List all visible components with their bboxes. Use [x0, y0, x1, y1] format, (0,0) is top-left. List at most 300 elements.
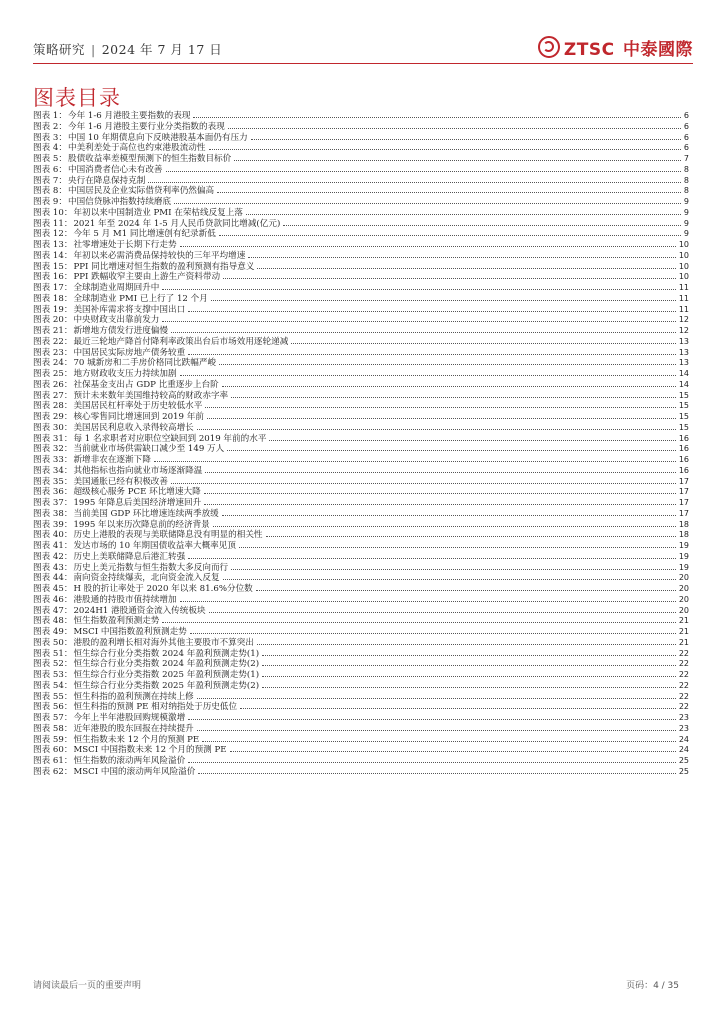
- toc-entry[interactable]: [33, 164, 689, 175]
- toc-entry-text: 近年港股的股东回报在持续提升: [73, 723, 194, 734]
- toc-entry-text: 核心零售同比增速回到 2019 年前: [73, 412, 204, 422]
- toc-entry-page: 18: [678, 530, 689, 540]
- toc-entry-leader: [262, 648, 676, 656]
- toc-entry-page: 19: [678, 551, 689, 561]
- toc-entry-page: 14: [678, 379, 689, 389]
- toc-entry-label: 图表 17：: [33, 283, 73, 293]
- toc-entry[interactable]: [33, 734, 689, 745]
- toc-entry-leader: [262, 680, 676, 688]
- toc-entry[interactable]: [33, 497, 689, 508]
- toc-entry-leader: [166, 164, 681, 172]
- toc-entry-label: 图表 14：: [33, 250, 73, 261]
- toc-entry-label: 图表 11：: [33, 218, 73, 229]
- toc-list: [33, 110, 689, 777]
- toc-entry-page: 22: [678, 659, 689, 669]
- toc-entry-leader: [174, 196, 681, 204]
- toc-entry-leader: [154, 454, 676, 462]
- toc-entry[interactable]: [33, 755, 689, 766]
- toc-entry-label: 图表 58：: [33, 723, 73, 734]
- toc-entry[interactable]: [33, 433, 689, 444]
- toc-entry[interactable]: [33, 153, 689, 164]
- toc-entry-label: 图表 34：: [33, 465, 73, 476]
- toc-entry-page: 6: [683, 143, 689, 153]
- toc-entry[interactable]: [33, 476, 689, 487]
- toc-entry[interactable]: [33, 572, 689, 583]
- toc-entry[interactable]: [33, 175, 689, 186]
- toc-entry[interactable]: [33, 207, 689, 218]
- header-section: 策略研究: [33, 42, 86, 57]
- toc-entry-label: 图表 5：: [33, 154, 67, 164]
- toc-entry-page: 14: [678, 369, 689, 378]
- toc-entry-text: 港股通的持股市值持续增加: [73, 594, 177, 605]
- toc-entry-leader: [205, 465, 675, 473]
- toc-entry-leader: [188, 551, 676, 559]
- toc-entry-text: H 股的折让率处于 2020 年以来 81.6%分位数: [73, 584, 253, 594]
- toc-entry-page: 20: [678, 605, 689, 615]
- toc-entry-text: 新增地方债发行进度偏慢: [73, 326, 168, 336]
- toc-entry-page: 24: [678, 734, 689, 744]
- toc-entry-label: 图表 29：: [33, 412, 73, 422]
- toc-entry-text: 港股的盈利增长相对海外其他主要股市不算突出: [73, 637, 254, 648]
- toc-entry-text: 超级核心服务 PCE 环比增速大降: [73, 487, 201, 498]
- toc-title: 图表目录: [33, 86, 121, 110]
- toc-entry[interactable]: [33, 508, 689, 519]
- toc-entry-text: MSCI 中国指数未来 12 个月的预测 PE: [73, 745, 227, 756]
- toc-entry-leader: [204, 497, 676, 505]
- toc-entry-leader: [240, 701, 676, 709]
- toc-entry-page: 6: [683, 121, 689, 131]
- toc-entry-page: 10: [678, 250, 689, 260]
- toc-entry-label: 图表 60：: [33, 745, 73, 756]
- toc-entry[interactable]: [33, 562, 689, 573]
- header-divider: [33, 63, 693, 64]
- toc-entry-text: PPI 同比增速对恒生指数的盈利预测有指导意义: [73, 261, 255, 272]
- toc-entry[interactable]: [33, 594, 689, 605]
- toc-entry-leader: [162, 615, 675, 623]
- toc-entry-text: 预计未来数年美国维持较高的财政赤字率: [73, 390, 229, 401]
- toc-entry-text: 历史上港股的表现与美联储降息没有明显的相关性: [73, 530, 263, 541]
- toc-entry-text: 最近三轮地产降首付降利率政策出台后市场效用逐轮递减: [73, 336, 289, 347]
- toc-entry-page: 19: [678, 541, 689, 550]
- toc-entry-leader: [198, 766, 675, 774]
- toc-entry-page: 22: [678, 670, 689, 679]
- toc-entry-page: 13: [678, 358, 689, 368]
- toc-entry-page: 22: [678, 680, 689, 690]
- toc-entry-text: 恒生指数未来 12 个月的预测 PE: [73, 734, 200, 745]
- toc-entry-leader: [248, 250, 675, 258]
- toc-entry[interactable]: [33, 712, 689, 723]
- toc-entry-label: 图表 44：: [33, 573, 73, 584]
- toc-entry-leader: [219, 228, 681, 236]
- toc-entry-label: 图表 51：: [33, 648, 73, 659]
- toc-entry[interactable]: [33, 411, 689, 422]
- toc-entry-text: 今年 5 月 M1 同比增速创有纪录新低: [73, 229, 216, 240]
- toc-entry-leader: [262, 669, 676, 677]
- toc-entry-label: 图表 61：: [33, 756, 73, 766]
- toc-entry[interactable]: [33, 239, 689, 250]
- toc-entry[interactable]: [33, 132, 689, 143]
- toc-entry-label: 图表 26：: [33, 379, 73, 390]
- toc-entry-page: 16: [678, 433, 689, 443]
- toc-entry-leader: [257, 261, 675, 269]
- toc-entry[interactable]: [33, 605, 689, 616]
- toc-entry-page: 16: [678, 465, 689, 475]
- toc-entry-page: 21: [678, 616, 689, 626]
- toc-entry[interactable]: [33, 637, 689, 648]
- toc-entry-leader: [209, 605, 676, 613]
- toc-entry-label: 图表 22：: [33, 336, 73, 347]
- toc-entry-page: 19: [678, 562, 689, 572]
- logo-text: [564, 35, 693, 60]
- toc-entry-text: 年初以来必需消费品保持较快的三年平均增速: [73, 250, 246, 261]
- toc-entry[interactable]: [33, 142, 689, 153]
- toc-entry-text: 70 城新房和二手房价格同比跌幅严峻: [73, 358, 217, 369]
- toc-entry-leader: [217, 185, 681, 193]
- toc-entry-text: 股债收益率差模型预测下的恒生指数目标价: [67, 154, 232, 164]
- toc-entry-label: 图表 50：: [33, 637, 73, 648]
- toc-entry-text: 全球制造业周期回升中: [73, 283, 160, 293]
- toc-entry-label: 图表 43：: [33, 562, 73, 573]
- toc-entry[interactable]: [33, 540, 689, 551]
- page-header: [33, 34, 693, 64]
- toc-entry[interactable]: [33, 486, 689, 497]
- toc-entry[interactable]: [33, 250, 689, 261]
- toc-entry-label: 图表 16：: [33, 272, 73, 283]
- toc-entry-page: 6: [683, 132, 689, 142]
- toc-entry-text: 中国居民实际房地产债务较重: [73, 347, 186, 358]
- toc-entry-label: 图表 47：: [33, 605, 73, 616]
- toc-entry[interactable]: [33, 185, 689, 196]
- toc-entry-label: 图表 49：: [33, 627, 73, 637]
- toc-entry-page: 9: [683, 229, 689, 239]
- toc-entry[interactable]: [33, 282, 689, 293]
- toc-entry-leader: [188, 755, 676, 763]
- toc-entry[interactable]: [33, 615, 689, 626]
- toc-entry-leader: [207, 411, 676, 419]
- toc-entry-page: 20: [678, 573, 689, 583]
- toc-entry-leader: [148, 175, 681, 183]
- toc-entry-label: 图表 41：: [33, 541, 73, 551]
- toc-entry[interactable]: [33, 110, 689, 121]
- toc-entry-page: 11: [678, 293, 689, 303]
- toc-entry-label: 图表 6：: [33, 164, 67, 175]
- toc-entry-label: 图表 45：: [33, 584, 73, 594]
- logo-cn: 中泰國際: [623, 39, 693, 60]
- toc-entry-label: 图表 52：: [33, 659, 73, 670]
- toc-entry-leader: [223, 271, 676, 279]
- toc-entry-text: 中美利差处于高位也约束港股流动性: [67, 143, 206, 154]
- toc-entry[interactable]: [33, 454, 689, 465]
- toc-entry[interactable]: [33, 314, 689, 325]
- toc-entry-label: 图表 33：: [33, 455, 73, 465]
- toc-entry-page: 22: [678, 702, 689, 712]
- toc-entry-page: 22: [678, 648, 689, 658]
- toc-entry-text: 恒生科指的盈利预测在持续上修: [73, 691, 194, 702]
- toc-entry-text: 美国补库需求将支撑中国出口: [73, 304, 186, 315]
- toc-entry[interactable]: [33, 669, 689, 680]
- toc-entry[interactable]: [33, 658, 689, 669]
- toc-entry-leader: [190, 626, 676, 634]
- company-logo: [538, 34, 693, 60]
- toc-entry-leader: [193, 110, 680, 118]
- toc-entry-text: 历史上美联储降息后港汇转强: [73, 551, 186, 562]
- toc-entry-text: 2024H1 港股通资金流入传统板块: [73, 605, 206, 616]
- toc-entry[interactable]: [33, 368, 689, 379]
- toc-entry-text: 新增非农在逐渐下降: [73, 455, 151, 465]
- toc-entry-leader: [223, 572, 676, 580]
- toc-entry-text: 恒生综合行业分类指数 2025 年盈利预测走势(2): [73, 680, 260, 691]
- toc-entry-page: 7: [683, 154, 689, 163]
- toc-entry-leader: [227, 443, 676, 451]
- toc-entry-label: 图表 37：: [33, 498, 73, 508]
- toc-entry[interactable]: [33, 121, 689, 132]
- toc-entry-text: 其他指标也指向就业市场逐渐降温: [73, 465, 203, 476]
- header-separator: |: [91, 42, 96, 57]
- toc-entry[interactable]: [33, 218, 689, 229]
- toc-entry-label: 图表 2：: [33, 121, 67, 132]
- toc-entry-text: 发达市场的 10 年期国债收益率大概率见顶: [73, 541, 236, 551]
- toc-entry-page: 10: [678, 261, 689, 271]
- toc-entry[interactable]: [33, 744, 689, 755]
- toc-entry-page: 16: [678, 444, 689, 454]
- toc-entry-page: 15: [678, 422, 689, 432]
- toc-entry-label: 图表 36：: [33, 487, 73, 498]
- toc-entry-text: 社保基金支出占 GDP 比重逐步上台阶: [73, 379, 219, 390]
- toc-entry-label: 图表 57：: [33, 713, 73, 723]
- toc-entry-text: 1995 年降息后美国经济增速回升: [73, 498, 202, 508]
- footer-disclaimer: 请阅读最后一页的重要声明: [33, 981, 142, 991]
- toc-entry-label: 图表 35：: [33, 476, 73, 487]
- toc-entry-page: 6: [683, 111, 689, 120]
- toc-entry[interactable]: [33, 304, 689, 315]
- toc-entry-label: 图表 20：: [33, 315, 73, 326]
- toc-entry[interactable]: [33, 680, 689, 691]
- toc-entry-text: 中国消费者信心未有改善: [67, 164, 163, 175]
- toc-entry-text: 今年 1-6 月港股主要行业分类指数的表现: [67, 121, 225, 132]
- toc-entry[interactable]: [33, 766, 689, 777]
- toc-entry[interactable]: [33, 422, 689, 433]
- toc-entry-label: 图表 28：: [33, 401, 73, 412]
- toc-entry-label: 图表 32：: [33, 444, 73, 455]
- toc-entry-leader: [180, 368, 676, 376]
- toc-entry-text: 今年上半年港股回购规模激增: [73, 713, 186, 723]
- toc-entry-page: 13: [678, 336, 689, 346]
- toc-entry[interactable]: [33, 347, 689, 358]
- toc-entry-page: 17: [678, 476, 689, 486]
- toc-entry-page: 11: [678, 283, 689, 292]
- toc-entry-leader: [222, 508, 676, 516]
- toc-entry-text: MSCI 中国的滚动两年风险溢价: [73, 766, 196, 777]
- toc-entry-page: 15: [678, 401, 689, 411]
- toc-entry-text: 央行在降息保持克制: [67, 175, 146, 186]
- toc-entry[interactable]: [33, 228, 689, 239]
- toc-entry-leader: [257, 637, 676, 645]
- toc-entry-leader: [283, 218, 681, 226]
- toc-entry-text: PPI 跌幅收窄主要由上游生产资料带动: [73, 272, 221, 283]
- toc-entry-page: 21: [678, 627, 689, 636]
- toc-entry-page: 20: [678, 584, 689, 593]
- toc-entry[interactable]: [33, 390, 689, 401]
- toc-entry-page: 17: [678, 508, 689, 518]
- toc-entry-leader: [171, 325, 676, 333]
- toc-entry-page: 15: [678, 390, 689, 400]
- toc-entry-leader: [222, 379, 676, 387]
- toc-entry-leader: [205, 400, 675, 408]
- toc-entry-label: 图表 54：: [33, 680, 73, 691]
- toc-entry-leader: [188, 304, 676, 312]
- toc-entry-leader: [162, 282, 675, 290]
- toc-entry-leader: [211, 293, 676, 301]
- header-section-date: [33, 40, 222, 58]
- toc-entry[interactable]: [33, 336, 689, 347]
- toc-entry-label: 图表 56：: [33, 702, 73, 713]
- toc-entry-leader: [209, 142, 681, 150]
- toc-entry-leader: [231, 390, 676, 398]
- toc-entry-leader: [256, 583, 676, 591]
- toc-entry-page: 22: [678, 691, 689, 701]
- toc-entry-label: 图表 9：: [33, 197, 67, 207]
- toc-entry-page: 24: [678, 745, 689, 755]
- toc-entry[interactable]: [33, 723, 689, 734]
- toc-entry-label: 图表 48：: [33, 616, 73, 627]
- toc-entry-text: 美国通胀已经有积极改善: [73, 476, 168, 487]
- toc-entry-page: 10: [678, 240, 689, 249]
- toc-entry[interactable]: [33, 261, 689, 272]
- toc-entry-label: 图表 46：: [33, 594, 73, 605]
- toc-entry-label: 图表 53：: [33, 670, 73, 680]
- toc-entry-label: 图表 24：: [33, 358, 73, 369]
- toc-entry-leader: [291, 336, 676, 344]
- toc-entry-leader: [188, 347, 676, 355]
- toc-entry-label: 图表 38：: [33, 508, 73, 519]
- toc-entry[interactable]: [33, 648, 689, 659]
- toc-entry-leader: [266, 529, 676, 537]
- toc-entry-page: 21: [678, 637, 689, 647]
- toc-entry-text: 中国信贷脉冲指数持续磨底: [67, 197, 172, 207]
- toc-entry-text: 每 1 名求职者对应职位空缺回到 2019 年前的水平: [73, 433, 267, 444]
- toc-entry-label: 图表 42：: [33, 551, 73, 562]
- toc-entry-label: 图表 15：: [33, 261, 73, 272]
- toc-entry-label: 图表 31：: [33, 433, 73, 444]
- toc-entry-leader: [188, 712, 676, 720]
- toc-entry-text: 2021 年至 2024 年 1-5 月人民币贷款同比增减(亿元): [73, 218, 281, 229]
- page-footer: [33, 978, 693, 994]
- toc-entry-leader: [197, 723, 676, 731]
- toc-entry-text: 美国居民杠杆率处于历史较低水平: [73, 401, 203, 412]
- toc-entry[interactable]: [33, 583, 689, 594]
- toc-entry-text: 当前美国 GDP 环比增速连续两季放缓: [73, 508, 219, 519]
- toc-entry-label: 图表 21：: [33, 326, 73, 336]
- toc-entry-leader: [197, 422, 676, 430]
- toc-entry-text: 1995 年以来历次降息前的经济背景: [73, 519, 210, 530]
- toc-entry-label: 图表 40：: [33, 530, 73, 541]
- toc-entry[interactable]: [33, 400, 689, 411]
- toc-entry[interactable]: [33, 325, 689, 336]
- toc-entry-text: 年初以来中国制造业 PMI 在荣枯线反复上落: [73, 207, 243, 218]
- toc-entry-text: 社零增速处于长期下行走势: [73, 240, 177, 250]
- toc-entry-text: 今年 1-6 月港股主要指数的表现: [67, 111, 191, 121]
- toc-entry-leader: [171, 476, 676, 484]
- toc-entry-label: 图表 10：: [33, 207, 73, 218]
- toc-entry[interactable]: [33, 293, 689, 304]
- toc-entry-page: 17: [678, 487, 689, 497]
- toc-entry-label: 图表 18：: [33, 293, 73, 304]
- toc-entry-text: 恒生科指的预测 PE 相对纳指处于历史低位: [73, 702, 238, 713]
- toc-entry-leader: [213, 519, 676, 527]
- toc-entry[interactable]: [33, 626, 689, 637]
- toc-entry[interactable]: [33, 551, 689, 562]
- toc-entry[interactable]: [33, 357, 689, 368]
- toc-entry-leader: [180, 594, 676, 602]
- toc-entry[interactable]: [33, 701, 689, 712]
- toc-entry-label: 图表 13：: [33, 240, 73, 250]
- toc-entry-label: 图表 3：: [33, 132, 67, 143]
- toc-entry-page: 8: [683, 164, 689, 174]
- toc-entry-text: 中央财政支出靠前发力: [73, 315, 160, 326]
- toc-entry-page: 15: [678, 412, 689, 421]
- logo-mark-icon: [538, 36, 560, 58]
- toc-entry[interactable]: [33, 196, 689, 207]
- toc-entry[interactable]: [33, 691, 689, 702]
- toc-entry-text: 中国居民及企业实际借贷利率仍然偏高: [67, 186, 215, 197]
- toc-entry-page: 10: [678, 272, 689, 282]
- toc-entry-text: 地方财政收支压力持续加剧: [73, 369, 177, 379]
- toc-entry-page: 23: [678, 723, 689, 733]
- toc-entry-page: 20: [678, 594, 689, 604]
- toc-entry-page: 9: [683, 218, 689, 228]
- toc-entry[interactable]: [33, 443, 689, 454]
- toc-entry-text: 恒生指数的滚动两年风险溢价: [73, 756, 186, 766]
- toc-entry-page: 25: [678, 756, 689, 765]
- toc-entry[interactable]: [33, 519, 689, 530]
- toc-entry-leader: [219, 357, 676, 365]
- toc-entry-text: 中国 10 年期债息向下反映港股基本面仍有压力: [67, 132, 248, 143]
- toc-entry-text: MSCI 中国指数盈利预测走势: [73, 627, 187, 637]
- toc-entry-page: 9: [683, 207, 689, 217]
- toc-entry-leader: [231, 562, 676, 570]
- toc-entry[interactable]: [33, 379, 689, 390]
- toc-entry-text: 恒生指数盈利预测走势: [73, 616, 160, 627]
- toc-entry[interactable]: [33, 529, 689, 540]
- toc-entry-text: 当前就业市场供需缺口减少至 149 万人: [73, 444, 225, 455]
- toc-entry-leader: [202, 734, 676, 742]
- toc-entry-leader: [230, 744, 676, 752]
- toc-entry-leader: [228, 121, 681, 129]
- toc-entry-label: 图表 19：: [33, 304, 73, 315]
- toc-entry[interactable]: [33, 271, 689, 282]
- toc-entry-label: 图表 12：: [33, 229, 73, 240]
- toc-entry-page: 25: [678, 766, 689, 776]
- toc-entry-text: 美国居民利息收入录得较高增长: [73, 422, 194, 433]
- toc-entry-leader: [180, 239, 676, 247]
- toc-entry-label: 图表 1：: [33, 111, 67, 121]
- toc-entry-leader: [162, 314, 675, 322]
- toc-entry-leader: [234, 153, 681, 161]
- toc-entry-page: 8: [683, 175, 689, 185]
- toc-entry-text: 恒生综合行业分类指数 2024 年盈利预测走势(2): [73, 659, 260, 670]
- toc-entry[interactable]: [33, 465, 689, 476]
- header-date: 2024 年 7 月 17 日: [101, 42, 223, 57]
- toc-entry-leader: [246, 207, 681, 215]
- toc-entry-page: 23: [678, 713, 689, 722]
- footer-page-number: 页码：4 / 35: [626, 981, 679, 991]
- toc-entry-label: 图表 27：: [33, 390, 73, 401]
- toc-entry-label: 图表 7：: [33, 175, 67, 186]
- toc-entry-label: 图表 4：: [33, 143, 67, 154]
- toc-entry-text: 恒生综合行业分类指数 2024 年盈利预测走势(1): [73, 648, 260, 659]
- toc-entry-text: 恒生综合行业分类指数 2025 年盈利预测走势(1): [73, 670, 260, 680]
- toc-entry-page: 11: [678, 304, 689, 314]
